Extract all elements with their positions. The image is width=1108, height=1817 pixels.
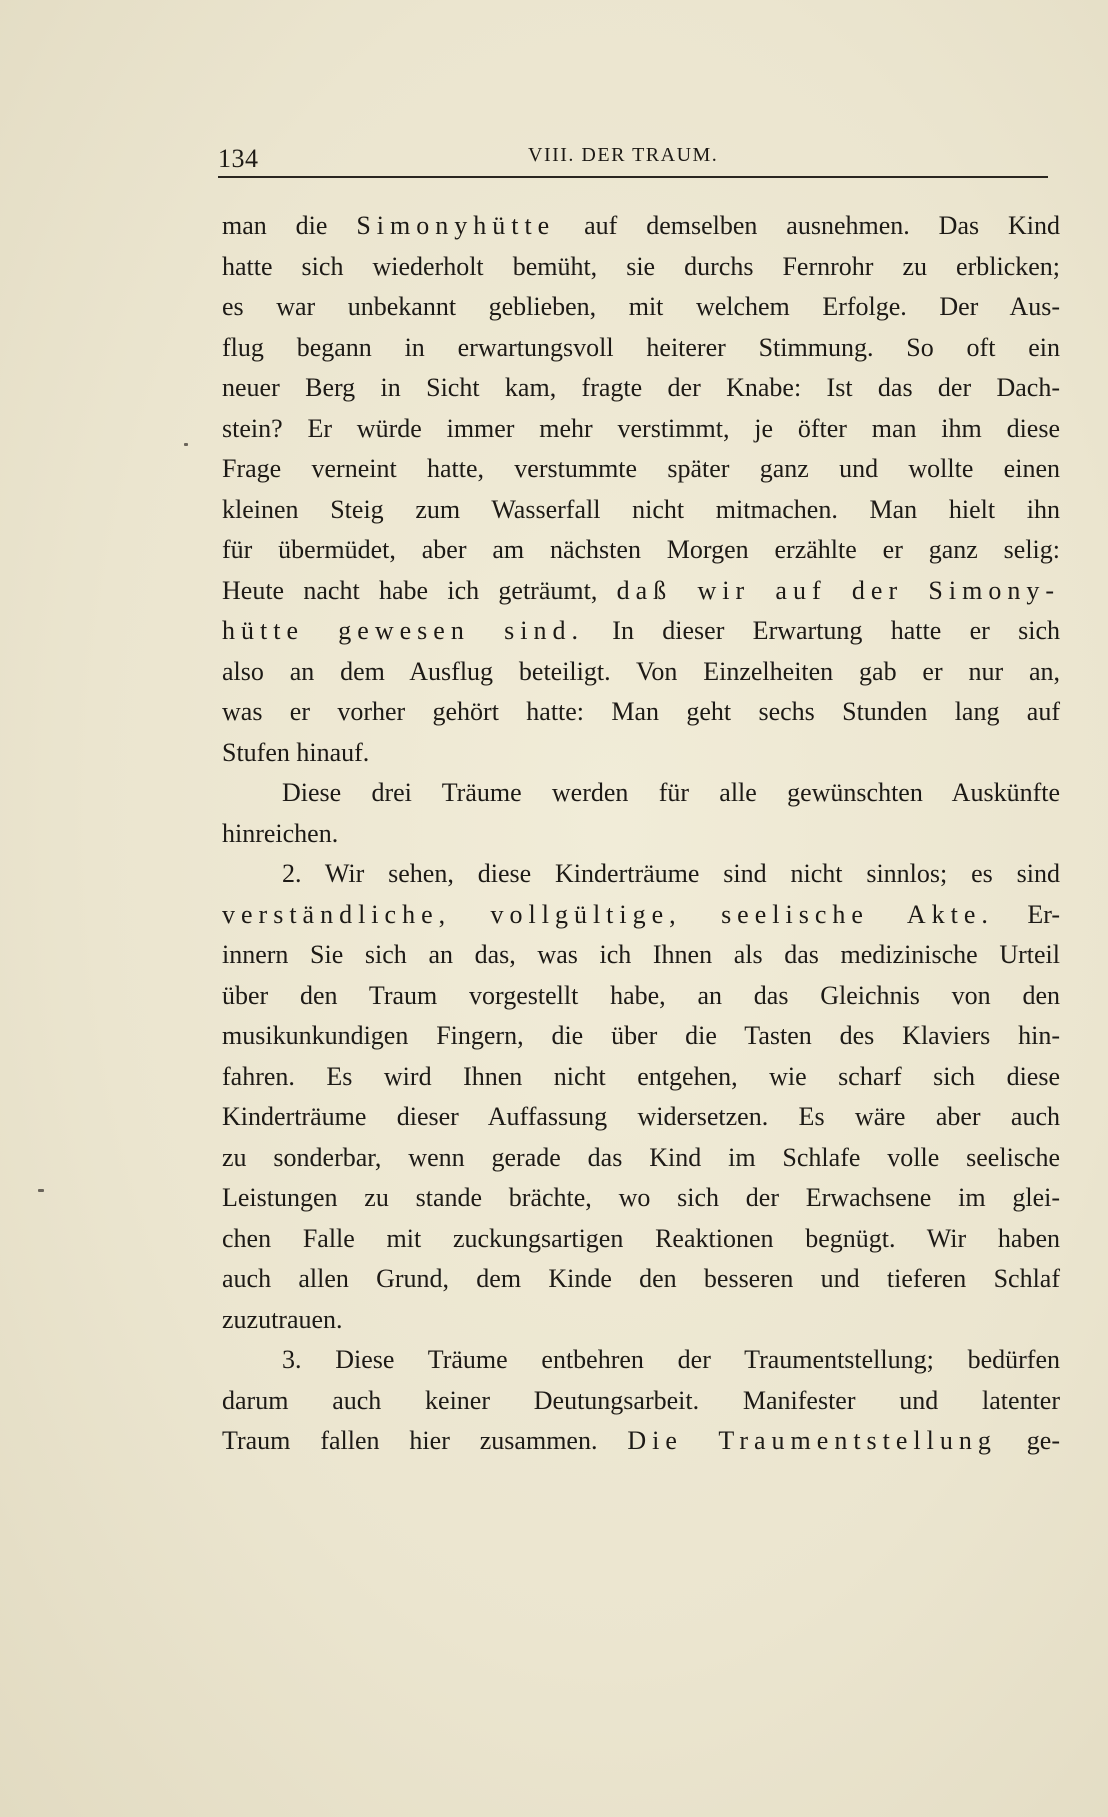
text-run: hatte sich wiederholt bemüht, sie durchs Fernrohr zu erblicken; bbox=[222, 251, 1060, 281]
text-run: darum auch keiner Deutungsarbeit. Manifester und latenter bbox=[222, 1385, 1060, 1415]
text-run: neuer Berg in Sicht kam, fragte der Knabe: Ist das der Dach- bbox=[222, 373, 1060, 402]
text-line bbox=[222, 1178, 1060, 1219]
text-run: kleinen Steig zum Wasserfall nicht mitmachen. Man hielt ihn bbox=[222, 494, 1060, 524]
text-run: 2. Wir sehen, diese Kinderträume sind nicht sinnlos; es sind bbox=[282, 859, 1060, 888]
text-line bbox=[222, 1381, 1060, 1422]
text-run: zuzutrauen. bbox=[222, 1304, 343, 1334]
text-run: zu sonderbar, wenn gerade das Kind im Schlafe volle seelische bbox=[222, 1142, 1060, 1172]
text-run: Kinderträume dieser Auffassung widersetzen. Es wäre aber auch bbox=[222, 1102, 1060, 1131]
text-line bbox=[222, 409, 1060, 450]
header-rule bbox=[218, 176, 1048, 178]
text-line bbox=[222, 1300, 1060, 1341]
text-line bbox=[222, 814, 1060, 855]
text-run: innern Sie sich an das, was ich Ihnen als das medizinische Urteil bbox=[222, 940, 1060, 969]
spaced-emphasis: Simonyhütte bbox=[356, 211, 556, 240]
text-run: auch allen Grund, dem Kinde den besseren und tieferen Schlaf bbox=[222, 1264, 1060, 1293]
text-line bbox=[222, 328, 1060, 369]
text-run: Er- bbox=[993, 899, 1060, 929]
text-line bbox=[222, 368, 1060, 409]
text-run: hinreichen. bbox=[222, 818, 339, 848]
text-line bbox=[222, 1138, 1060, 1179]
text-line bbox=[222, 773, 1060, 814]
text-run: musikunkundigen Fingern, die über die Tasten des Klaviers hin- bbox=[222, 1021, 1060, 1050]
text-line bbox=[222, 490, 1060, 531]
text-line bbox=[222, 206, 1060, 247]
text-line bbox=[222, 1097, 1060, 1138]
text-line bbox=[222, 287, 1060, 328]
text-line bbox=[222, 1421, 1060, 1462]
text-run: es war unbekannt geblieben, mit welchem Erfolge. Der Aus- bbox=[222, 292, 1060, 321]
text-run: was er vorher gehört hatte: Man geht sechs Stunden lang auf bbox=[222, 697, 1060, 726]
text-line bbox=[222, 1057, 1060, 1098]
margin-speck bbox=[38, 1189, 44, 1192]
text-line bbox=[222, 1340, 1060, 1381]
text-run: Traum fallen hier zusammen. bbox=[222, 1426, 628, 1455]
text-run: Heute nacht habe ich geträumt, bbox=[222, 575, 617, 605]
text-line bbox=[222, 733, 1060, 774]
text-run: flug begann in erwartungsvoll heiterer Stimmung. So oft ein bbox=[222, 332, 1060, 362]
page-number: 134 bbox=[218, 144, 259, 173]
text-run: Leistungen zu stande brächte, wo sich der Erwachsene im glei- bbox=[222, 1183, 1060, 1212]
text-line bbox=[222, 976, 1060, 1017]
margin-speck bbox=[184, 443, 188, 446]
text-run: chen Falle mit zuckungsartigen Reaktionen begnügt. Wir haben bbox=[222, 1223, 1060, 1253]
text-line bbox=[222, 449, 1060, 490]
spaced-emphasis: hütte gewesen sind. bbox=[222, 616, 584, 645]
text-line bbox=[222, 247, 1060, 288]
text-run: also an dem Ausflug beteiligt. Von Einzelheiten gab er nur an, bbox=[222, 656, 1060, 686]
text-line bbox=[222, 692, 1060, 733]
text-line bbox=[222, 1259, 1060, 1300]
text-line bbox=[222, 530, 1060, 571]
text-run: fahren. Es wird Ihnen nicht entgehen, wie scharf sich diese bbox=[222, 1061, 1060, 1091]
text-line bbox=[222, 611, 1060, 652]
text-run: auf demselben ausnehmen. Das Kind bbox=[555, 211, 1061, 240]
page-header bbox=[218, 140, 1048, 180]
text-run: über den Traum vorgestellt habe, an das Gleichnis von den bbox=[222, 980, 1060, 1010]
text-run: stein? Er würde immer mehr verstimmt, je öfter man ihm diese bbox=[222, 413, 1060, 443]
text-line bbox=[222, 895, 1060, 936]
text-run: 3. Diese Träume entbehren der Traumentstellung; bedürfen bbox=[282, 1345, 1060, 1374]
text-run: für übermüdet, aber am nächsten Morgen erzählte er ganz selig: bbox=[222, 535, 1060, 564]
text-run: man die bbox=[222, 211, 357, 240]
text-line bbox=[222, 854, 1060, 895]
text-line bbox=[222, 652, 1060, 693]
text-line bbox=[222, 1016, 1060, 1057]
spaced-emphasis: verständliche, vollgültige, seelische Akte. bbox=[222, 899, 994, 929]
text-run: In dieser Erwartung hatte er sich bbox=[583, 616, 1060, 645]
body-text bbox=[222, 206, 1060, 1462]
text-line bbox=[222, 1219, 1060, 1260]
spaced-emphasis: daß wir auf der Simony- bbox=[616, 575, 1060, 605]
text-run: Frage verneint hatte, verstummte später ganz und wollte einen bbox=[222, 454, 1060, 483]
text-run: ge- bbox=[996, 1426, 1060, 1455]
running-title: VIII. DER TRAUM. bbox=[528, 144, 719, 166]
text-line bbox=[222, 935, 1060, 976]
text-run: Diese drei Träume werden für alle gewünschten Auskünfte bbox=[282, 778, 1060, 807]
text-run: Stufen hinauf. bbox=[222, 737, 370, 767]
text-line bbox=[222, 571, 1060, 612]
spaced-emphasis: Die Traumentstellung bbox=[627, 1426, 997, 1455]
